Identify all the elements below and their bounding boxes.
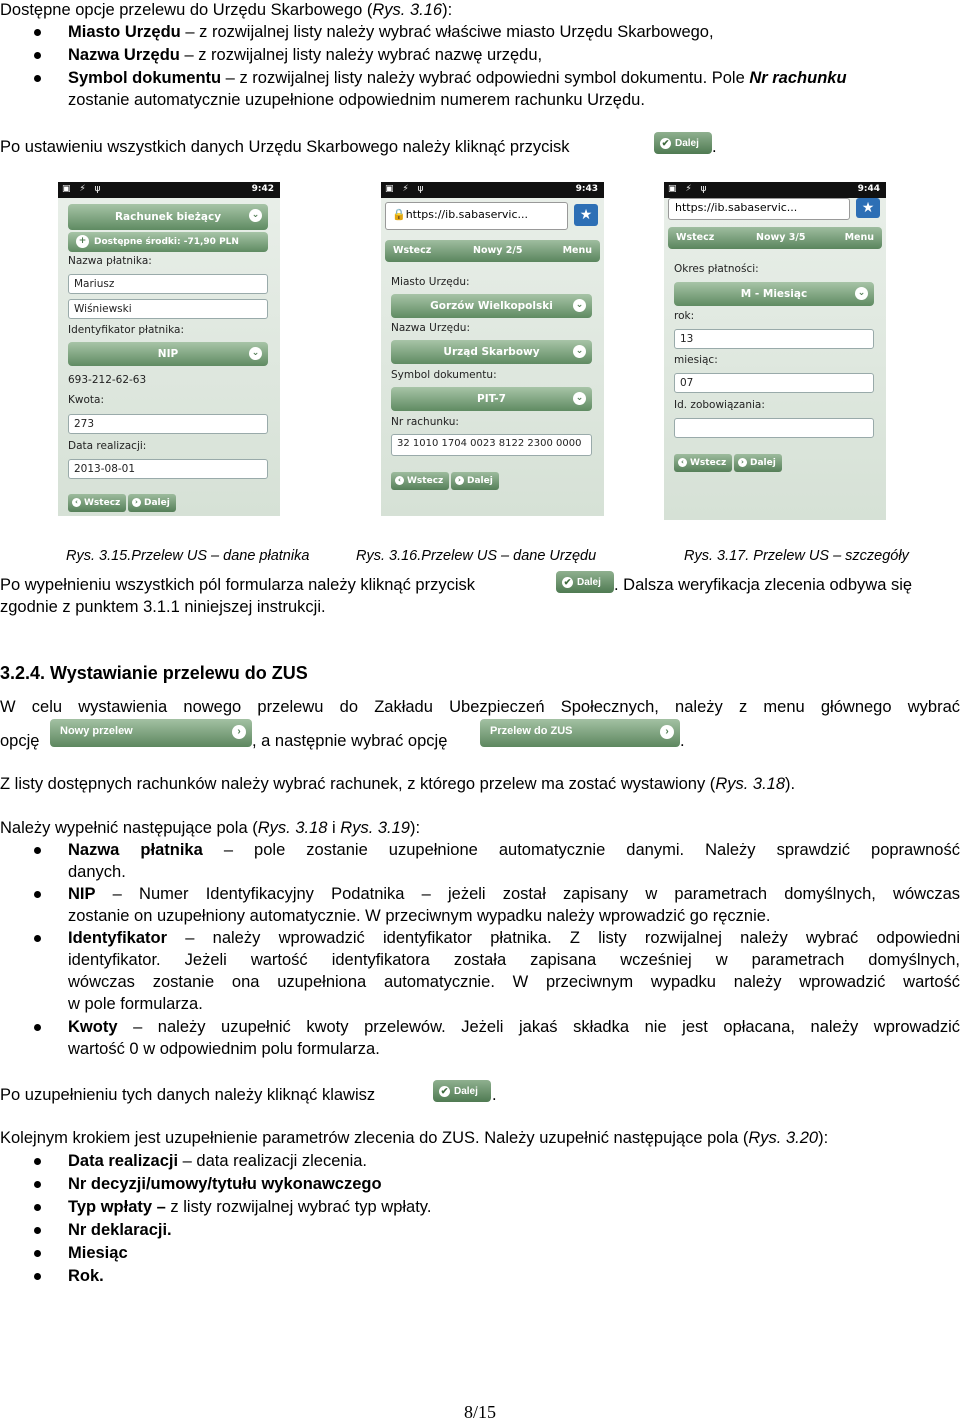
chevron-right-icon: › [660,725,674,739]
period: . [712,138,717,156]
status-bar: ▣ ⚡ ψ 9:43 [381,182,604,198]
step-indicator: Nowy 2/5 [473,245,523,256]
bullet [34,935,41,942]
figure-caption: Rys. 3.17. Przelew US – szczegóły [684,548,909,564]
intro-heading: Dostępne opcje przelewu do Urzędu Skarbowego (Rys. 3.16): [0,1,453,19]
list-item: Data realizacji – data realizacji zlecenia. [68,1152,367,1170]
chevron-down-icon: ⌄ [573,299,586,312]
section-title: 3.2.4. Wystawianie przelewu do ZUS [0,663,308,683]
list-item-continuation: identyfikator. Jeżeli wartość identyfikatora została zapisana wcześniej w parametrach domyślnych, [68,951,960,969]
list-item: NIP – Numer Identyfikacyjny Podatnika – jeżeli został zapisany w parametrach domyślnych, wówczas [68,885,960,903]
check-icon: ✔ [563,576,572,587]
chevron-down-icon: ⌄ [249,347,262,360]
list-item: Rok. [68,1267,104,1285]
period: . [492,1086,497,1104]
bullet [34,1273,41,1280]
dalej-button[interactable]: › Dalej [128,494,176,512]
check-icon: ✔ [661,137,670,148]
bullet [34,1024,41,1031]
list-item-continuation: zostanie on uzupełniony automatycznie. W przeciwnym wypadku należy wprowadzić go ręcznie. [68,907,771,925]
bullet [34,1250,41,1257]
chevron-down-icon: ⌄ [573,345,586,358]
figure-caption: Rys. 3.15.Przelew US – dane płatnika [66,548,310,564]
paragraph: opcję [0,732,40,750]
bullet [34,75,41,82]
period-label: Okres płatności: [674,263,759,275]
obligation-field[interactable] [674,418,874,438]
chevron-down-icon: ⌄ [855,287,868,300]
office-select[interactable]: Urząd Skarbowy ⌄ [391,340,592,364]
url-bar[interactable]: 🔒https://ib.sabaservic... [385,202,568,230]
bullet [34,1204,41,1211]
paragraph: Kolejnym krokiem jest uzupełnienie parametrów zlecenia do ZUS. Należy uzupełnić następujące pola (Rys. 3.20): [0,1129,829,1147]
nav-bar [668,227,882,249]
paragraph: Po ustawieniu wszystkich danych Urzędu Skarbowego należy kliknąć przycisk [0,138,570,156]
paragraph: Po wypełnieniu wszystkich pól formularza należy kliknąć przycisk [0,576,476,594]
city-select[interactable]: Gorzów Wielkopolski ⌄ [391,294,592,318]
url-bar[interactable]: https://ib.sabaservic... [668,198,850,220]
forward-icon: › [132,498,141,507]
city-label: Miasto Urzędu: [391,276,470,288]
id-value: 693-212-62-63 [68,374,147,386]
paragraph: W celu wystawienia nowego przelewu do Zakładu Ubezpieczeń Społecznych, należy z menu głównego wybrać [0,698,960,716]
list-item: Symbol dokumentu – z rozwijalnej listy należy wybrać odpowiedni symbol dokumentu. Pole Nr rachunku [68,69,847,87]
dalej-button[interactable]: ✔ Dalej [654,132,712,154]
nav-bar [385,240,600,262]
paragraph: Po uzupełnieniu tych danych należy kliknąć klawisz [0,1086,376,1104]
chevron-right-icon: › [232,725,246,739]
lock-icon: 🔒 [392,208,406,221]
list-item: Nr deklaracji. [68,1221,172,1239]
phone-screenshot-details [664,182,886,520]
step-indicator: Nowy 3/5 [756,232,806,243]
bullet [34,29,41,36]
back-icon: ‹ [72,498,81,507]
id-type-select[interactable]: NIP ⌄ [68,342,268,366]
paragraph: zgodnie z punktem 3.1.1 niniejszej instrukcji. [0,598,326,616]
list-item: Miasto Urzędu – z rozwijalnej listy należy wybrać właściwe miasto Urzędu Skarbowego, [68,23,714,41]
list-item-continuation: zostanie automatycznie uzupełnione odpowiednim numerem rachunku Urzędu. [68,91,645,109]
list-item: Identyfikator – należy wprowadzić identyfikator płatnika. Z listy rozwijalnej należy wybrać odpowiedni [68,929,960,947]
dalej-button[interactable]: › Dalej [451,472,499,490]
available-funds: + Dostępne środki: -71,90 PLN [68,232,268,252]
dalej-button[interactable]: › Dalej [734,454,782,472]
back-icon: ‹ [678,458,687,467]
amount-label: Kwota: [68,394,104,406]
list-item: Miesiąc [68,1244,128,1262]
status-icons: ▣ ⚡ ψ [62,184,104,194]
list-item-continuation: danych. [68,863,126,881]
bullet [34,847,41,854]
office-label: Nazwa Urzędu: [391,322,470,334]
payer-id-label: Identyfikator płatnika: [68,324,184,336]
chevron-down-icon: ⌄ [249,209,262,222]
list-item: Nazwa płatnika – pole zostanie uzupełnione automatycznie danymi. Należy sprawdzić poprawność [68,841,960,859]
month-label: miesiąc: [674,354,718,366]
wstecz-button[interactable]: Wstecz [676,232,715,243]
page-number: 8/15 [463,1402,496,1422]
phone-screenshot-payer [58,182,280,516]
wstecz-button[interactable]: ‹ Wstecz [68,494,126,512]
list-item: Typ wpłaty – z listy rozwijalnej wybrać typ wpłaty. [68,1198,432,1216]
dalej-button[interactable]: ✔ Dalej [433,1080,491,1102]
last-name-field[interactable]: Wiśniewski [68,299,268,319]
chevron-down-icon: ⌄ [573,392,586,405]
status-bar: ▣ ⚡ ψ 9:44 [664,182,886,198]
dalej-button[interactable]: ✔ Dalej [556,571,614,593]
account-field[interactable]: 32 1010 1704 0023 8122 2300 0000 [391,434,592,456]
przelew-do-zus-button[interactable]: Przelew do ZUS › [480,719,680,747]
paragraph-continued: , a następnie wybrać opcję [252,732,448,750]
plus-icon: + [76,235,89,248]
status-icons: ▣ ⚡ ψ [668,184,710,194]
list-item-continuation: wówczas zostanie ona uzupełniona automatycznie. W przeciwnym wypadku należy wprowadzić wartość [68,973,960,991]
paragraph: Należy wypełnić następujące pola (Rys. 3.18 i Rys. 3.19): [0,819,421,837]
list-item-continuation: w pole formularza. [68,995,203,1013]
forward-icon: › [738,458,747,467]
list-item: Nr decyzji/umowy/tytułu wykonawczego [68,1175,382,1193]
first-name-field[interactable]: Mariusz [68,274,268,294]
payer-name-label: Nazwa płatnika: [68,255,152,267]
nowy-przelew-button[interactable]: Nowy przelew › [50,719,252,747]
menu-button[interactable]: Menu [844,232,874,243]
account-label: Nr rachunku: [391,416,459,428]
bookmark-star-icon[interactable]: ★ [856,198,880,218]
paragraph-continued: . Dalsza weryfikacja zlecenia odbywa się [614,576,913,594]
account-select[interactable]: Rachunek bieżący ⌄ [68,204,268,230]
bullet [34,1181,41,1188]
list-item: Kwoty – należy uzupełnić kwoty przelewów. Jeżeli jakaś składka nie jest opłacana, należy wprowadzić [68,1018,960,1036]
year-field[interactable]: 13 [674,329,874,349]
check-icon: ✔ [440,1085,449,1096]
date-label: Data realizacji: [68,440,147,452]
back-icon: ‹ [395,476,404,485]
list-item-continuation: wartość 0 w odpowiednim polu formularza. [68,1040,380,1058]
period-select[interactable]: M - Miesiąc ⌄ [674,282,874,306]
wstecz-button[interactable]: ‹ Wstecz [391,472,449,490]
phone-screenshot-office [381,182,604,516]
wstecz-button[interactable]: Wstecz [393,245,432,256]
obligation-label: Id. zobowiązania: [674,399,765,411]
period: . [680,732,685,750]
symbol-label: Symbol dokumentu: [391,369,497,381]
bullet [34,1158,41,1165]
list-item: Nazwa Urzędu – z rozwijalnej listy należy wybrać nazwę urzędu, [68,46,543,64]
bullet [34,1227,41,1234]
forward-icon: › [455,476,464,485]
bullet [34,891,41,898]
figure-caption: Rys. 3.16.Przelew US – dane Urzędu [356,548,597,564]
status-bar: ▣ ⚡ ψ 9:42 [58,182,280,198]
date-field[interactable]: 2013-08-01 [68,459,268,479]
month-field[interactable]: 07 [674,373,874,393]
bookmark-star-icon[interactable]: ★ [574,204,598,226]
bullet [34,52,41,59]
paragraph: Z listy dostępnych rachunków należy wybrać rachunek, z którego przelew ma zostać wystawiony (Rys. 3.18). [0,775,796,793]
year-label: rok: [674,310,695,322]
wstecz-button[interactable]: ‹ Wstecz [674,454,732,472]
amount-field[interactable]: 273 [68,414,268,434]
status-icons: ▣ ⚡ ψ [385,184,427,194]
menu-button[interactable]: Menu [562,245,592,256]
symbol-select[interactable]: PIT-7 ⌄ [391,387,592,411]
